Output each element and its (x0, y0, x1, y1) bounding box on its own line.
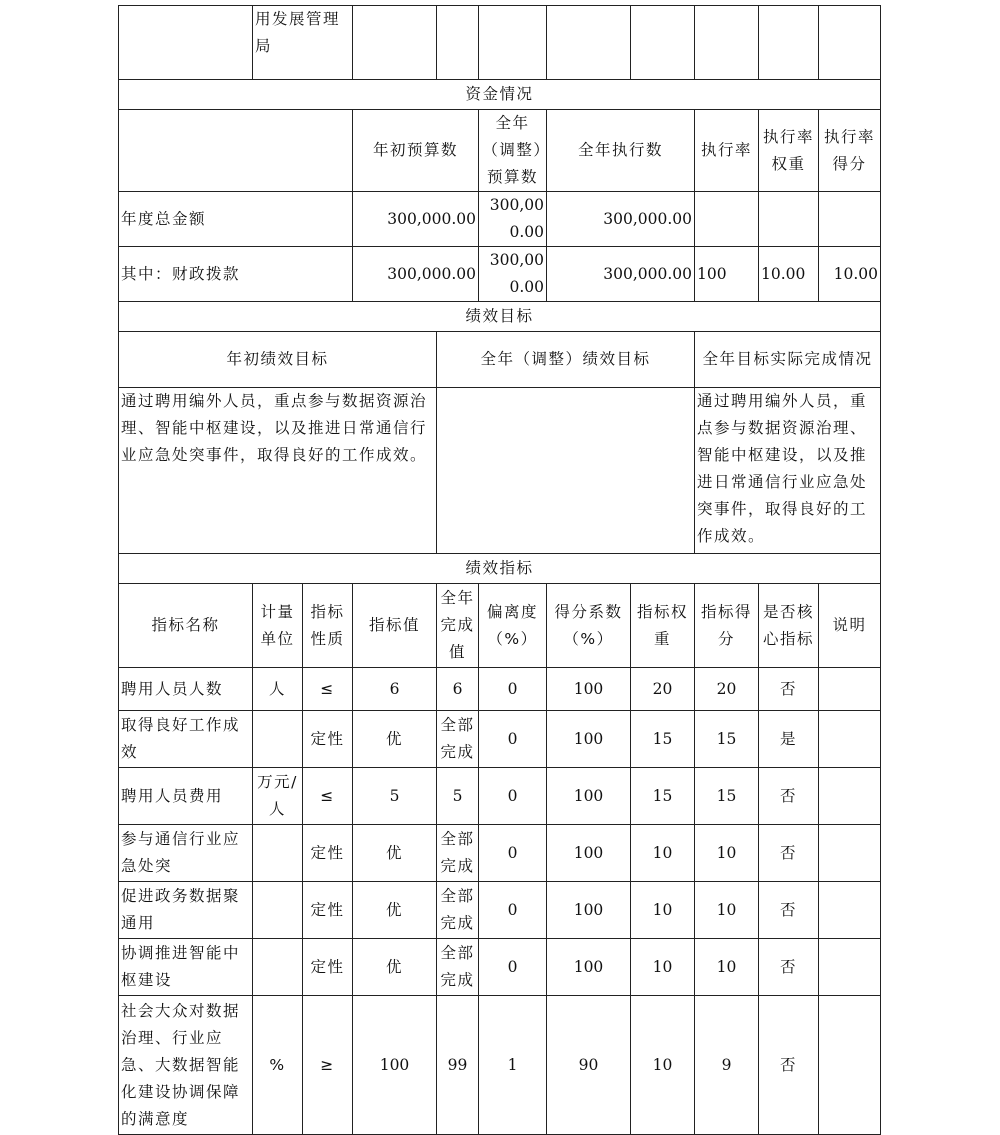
indicator-row (119, 939, 881, 996)
indicator-row (119, 668, 881, 711)
deviation-header: 偏离度（%） (479, 584, 547, 668)
indicator-weight: 10 (631, 996, 695, 1135)
indicator-row (119, 996, 881, 1135)
funding-section-title: 资金情况 (119, 80, 881, 110)
indicator-deviation: 0 (479, 768, 547, 825)
indicator-name: 聘用人员费用 (119, 768, 253, 825)
adjusted-goal-text (437, 388, 695, 554)
note-header: 说明 (819, 584, 881, 668)
exec-rate-value (695, 192, 759, 247)
nature-header: 指标性质 (303, 584, 353, 668)
indicator-completion: 全部完成 (437, 882, 479, 939)
exec-weight-value: 10.00 (759, 247, 819, 302)
indicator-core: 否 (759, 768, 819, 825)
indicator-unit: 人 (253, 668, 303, 711)
indicator-nature: 定性 (303, 825, 353, 882)
exec-weight-header: 执行率权重 (759, 110, 819, 192)
indicator-coefficient: 100 (547, 825, 631, 882)
indicator-name: 促进政务数据聚通用 (119, 882, 253, 939)
indicator-name: 社会大众对数据治理、行业应急、大数据智能化建设协调保障的满意度 (119, 996, 253, 1135)
indicator-core: 是 (759, 711, 819, 768)
indicator-note (819, 996, 881, 1135)
empty-cell (479, 6, 547, 80)
unit-header: 计量单位 (253, 584, 303, 668)
exec-score-header: 执行率得分 (819, 110, 881, 192)
indicator-nature: ≥ (303, 996, 353, 1135)
indicator-nature: 定性 (303, 939, 353, 996)
indicator-weight: 15 (631, 711, 695, 768)
initial-budget-value: 300,000.00 (353, 192, 479, 247)
empty-cell (119, 110, 353, 192)
value-header: 指标值 (353, 584, 437, 668)
exec-rate-value: 100 (695, 247, 759, 302)
indicators-section-row (119, 554, 881, 584)
indicator-value: 6 (353, 668, 437, 711)
indicator-score: 20 (695, 668, 759, 711)
indicator-name: 参与通信行业应急处突 (119, 825, 253, 882)
indicator-name: 取得良好工作成效 (119, 711, 253, 768)
indicator-row (119, 768, 881, 825)
indicator-note (819, 711, 881, 768)
indicator-weight: 10 (631, 882, 695, 939)
exec-weight-value (759, 192, 819, 247)
adjusted-budget-value: 300,000.00 (479, 192, 547, 247)
empty-cell (631, 6, 695, 80)
indicator-name-header: 指标名称 (119, 584, 253, 668)
funding-section-row (119, 80, 881, 110)
indicator-note (819, 668, 881, 711)
exec-score-value (819, 192, 881, 247)
indicator-note (819, 825, 881, 882)
coefficient-header: 得分系数（%） (547, 584, 631, 668)
indicator-row (119, 882, 881, 939)
indicator-completion: 6 (437, 668, 479, 711)
indicator-core: 否 (759, 996, 819, 1135)
indicator-deviation: 1 (479, 996, 547, 1135)
indicator-nature: ≤ (303, 668, 353, 711)
indicator-row (119, 711, 881, 768)
goals-section-title: 绩效目标 (119, 302, 881, 332)
indicator-completion: 5 (437, 768, 479, 825)
indicators-header-row (119, 584, 881, 668)
indicator-nature: 定性 (303, 882, 353, 939)
adjusted-goal-header: 全年（调整）绩效目标 (437, 332, 695, 388)
indicator-name: 聘用人员人数 (119, 668, 253, 711)
indicator-coefficient: 100 (547, 711, 631, 768)
indicator-score: 10 (695, 939, 759, 996)
indicator-value: 优 (353, 711, 437, 768)
indicator-weight: 10 (631, 825, 695, 882)
exec-score-value: 10.00 (819, 247, 881, 302)
indicator-unit (253, 939, 303, 996)
score-header: 指标得分 (695, 584, 759, 668)
funding-row (119, 247, 881, 302)
indicator-core: 否 (759, 668, 819, 711)
indicator-core: 否 (759, 882, 819, 939)
completion-header: 全年完成值 (437, 584, 479, 668)
indicator-unit: % (253, 996, 303, 1135)
indicator-unit (253, 825, 303, 882)
indicator-deviation: 0 (479, 825, 547, 882)
indicator-score: 10 (695, 825, 759, 882)
indicator-weight: 20 (631, 668, 695, 711)
indicator-core: 否 (759, 825, 819, 882)
indicator-nature: ≤ (303, 768, 353, 825)
indicator-note (819, 768, 881, 825)
indicator-nature: 定性 (303, 711, 353, 768)
actual-goal-header: 全年目标实际完成情况 (695, 332, 881, 388)
indicator-value: 优 (353, 825, 437, 882)
indicator-completion: 99 (437, 996, 479, 1135)
actual-goal-text: 通过聘用编外人员，重点参与数据资源治理、智能中枢建设，以及推进日常通信行业应急处突事件，取得良好的工作成效。 (695, 388, 881, 554)
empty-cell (547, 6, 631, 80)
goals-header-row (119, 332, 881, 388)
indicator-note (819, 939, 881, 996)
executed-value: 300,000.00 (547, 247, 695, 302)
indicator-coefficient: 100 (547, 882, 631, 939)
indicator-coefficient: 100 (547, 768, 631, 825)
indicator-value: 优 (353, 939, 437, 996)
indicator-coefficient: 100 (547, 939, 631, 996)
indicator-deviation: 0 (479, 882, 547, 939)
indicator-unit (253, 882, 303, 939)
indicator-score: 15 (695, 768, 759, 825)
weight-header: 指标权重 (631, 584, 695, 668)
indicator-deviation: 0 (479, 711, 547, 768)
indicator-name: 协调推进智能中枢建设 (119, 939, 253, 996)
indicator-coefficient: 90 (547, 996, 631, 1135)
goals-content-row (119, 388, 881, 554)
indicator-deviation: 0 (479, 939, 547, 996)
indicator-completion: 全部完成 (437, 939, 479, 996)
executed-value: 300,000.00 (547, 192, 695, 247)
indicator-weight: 10 (631, 939, 695, 996)
indicator-unit (253, 711, 303, 768)
indicator-row (119, 825, 881, 882)
indicator-value: 5 (353, 768, 437, 825)
indicator-completion: 全部完成 (437, 711, 479, 768)
core-header: 是否核心指标 (759, 584, 819, 668)
initial-budget-value: 300,000.00 (353, 247, 479, 302)
indicator-unit: 万元/人 (253, 768, 303, 825)
executed-header: 全年执行数 (547, 110, 695, 192)
indicator-weight: 15 (631, 768, 695, 825)
funding-row (119, 192, 881, 247)
indicator-note (819, 882, 881, 939)
adjusted-budget-value: 300,000.00 (479, 247, 547, 302)
indicator-value: 优 (353, 882, 437, 939)
empty-cell (353, 6, 437, 80)
funding-row-label: 年度总金额 (119, 192, 353, 247)
initial-goal-text: 通过聘用编外人员，重点参与数据资源治理、智能中枢建设，以及推进日常通信行业应急处突事件，取得良好的工作成效。 (119, 388, 437, 554)
empty-cell (437, 6, 479, 80)
empty-cell (695, 6, 759, 80)
empty-cell (119, 6, 253, 80)
top-partial-row (119, 6, 881, 80)
adjusted-budget-header: 全年（调整）预算数 (479, 110, 547, 192)
indicator-score: 15 (695, 711, 759, 768)
performance-report-table (118, 5, 881, 1135)
funding-row-label: 其中：财政拨款 (119, 247, 353, 302)
exec-rate-header: 执行率 (695, 110, 759, 192)
indicator-completion: 全部完成 (437, 825, 479, 882)
indicator-score: 9 (695, 996, 759, 1135)
empty-cell (819, 6, 881, 80)
indicator-coefficient: 100 (547, 668, 631, 711)
empty-cell (759, 6, 819, 80)
initial-budget-header: 年初预算数 (353, 110, 479, 192)
indicator-score: 10 (695, 882, 759, 939)
funding-header-row (119, 110, 881, 192)
goals-section-row (119, 302, 881, 332)
indicator-core: 否 (759, 939, 819, 996)
org-name-cell: 用发展管理局 (253, 6, 353, 80)
indicators-section-title: 绩效指标 (119, 554, 881, 584)
indicator-value: 100 (353, 996, 437, 1135)
performance-report-table-container (118, 5, 881, 1135)
indicator-deviation: 0 (479, 668, 547, 711)
initial-goal-header: 年初绩效目标 (119, 332, 437, 388)
